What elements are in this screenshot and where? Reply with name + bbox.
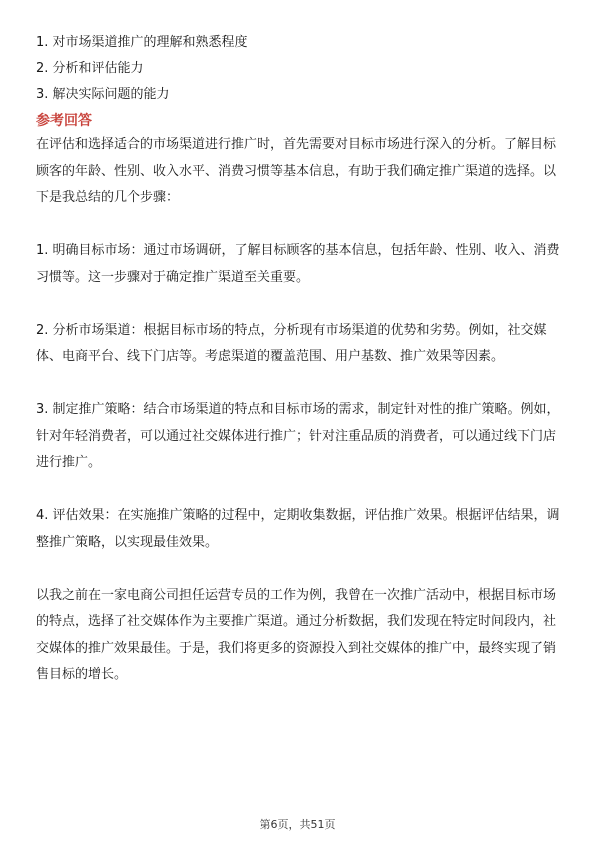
paragraph-gap bbox=[36, 212, 561, 239]
example-paragraph: 以我之前在一家电商公司担任运营专员的工作为例，我曾在一次推广活动中，根据目标市场的特点，选择了社交媒体作为主要推广渠道。通过分析数据，我们发现在特定时间段内，社交媒体的推广效果最佳。于是，我们将更多的资源投入到社交媒体的推广中，最终实现了销售目标的增长。 bbox=[36, 587, 557, 682]
criteria-item-3: 3. 解决实际问题的能力 bbox=[36, 87, 170, 102]
step-3-paragraph: 3. 制定推广策略：结合市场渠道的特点和目标市场的需求，制定针对性的推广策略。例如，针对年轻消费者，可以通过社交媒体进行推广；针对注重品质的消费者，可以通过线下门店进行推广。 bbox=[36, 402, 560, 470]
criteria-item-2: 2. 分析和评估能力 bbox=[36, 61, 144, 76]
paragraph-gap bbox=[36, 291, 561, 318]
paragraph-gap bbox=[36, 371, 561, 398]
document-page bbox=[36, 30, 561, 689]
answer-heading: 参考回答 bbox=[36, 113, 92, 129]
intro-paragraph: 在评估和选择适合的市场渠道进行推广时，首先需要对目标市场进行深入的分析。了解目标顾客的年龄、性别、收入水平、消费习惯等基本信息，有助于我们确定推广渠道的选择。以下是我总结的几个步骤： bbox=[36, 137, 557, 205]
step-4-paragraph: 4. 评估效果：在实施推广策略的过程中，定期收集数据，评估推广效果。根据评估结果，调整推广策略，以实现最佳效果。 bbox=[36, 508, 560, 550]
page-number-footer: 第6页，共51页 bbox=[259, 818, 336, 831]
step-2-paragraph: 2. 分析市场渠道：根据目标市场的特点，分析现有市场渠道的优势和劣势。例如，社交媒体、电商平台、线下门店等。考虑渠道的覆盖范围、用户基数、推广效果等因素。 bbox=[36, 322, 547, 364]
paragraph-gap bbox=[36, 477, 561, 504]
criteria-item-1: 1. 对市场渠道推广的理解和熟悉程度 bbox=[36, 35, 248, 50]
step-1-paragraph: 1. 明确目标市场：通过市场调研，了解目标顾客的基本信息，包括年龄、性别、收入、消费习惯等。这一步骤对于确定推广渠道至关重要。 bbox=[36, 243, 560, 285]
paragraph-gap bbox=[36, 556, 561, 583]
